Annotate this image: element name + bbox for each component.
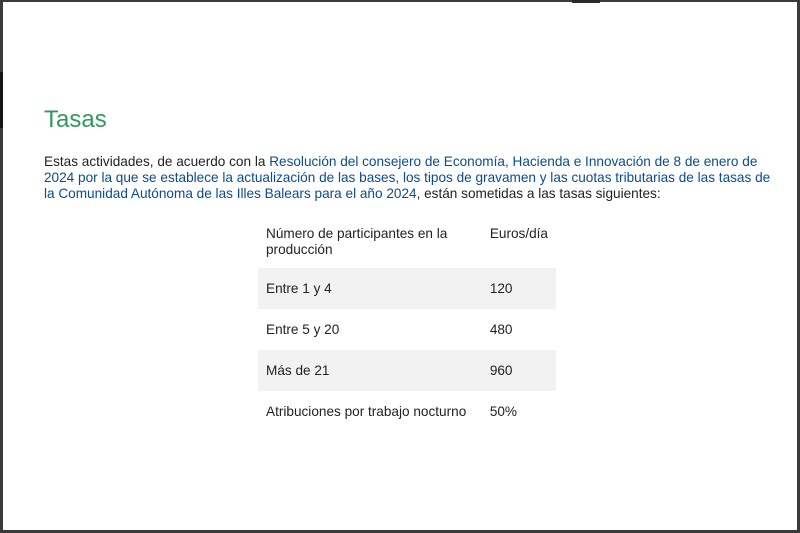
row-label: Entre 5 y 20 (266, 322, 340, 337)
resolution-link[interactable]: Resolución del consejero de Economía, Hacienda e Innovación de 8 de enero de 2024 por la que se establece la actualización de las bases, los tipos de gravamen y las cuotas tributarias de las tasas de la Comunidad Autónoma de las Illes Balears para el año 2024 (44, 154, 771, 201)
rates-table (258, 219, 556, 432)
main-content (44, 104, 772, 202)
table-row (258, 350, 556, 391)
header-euros-per-day: Euros/día (489, 226, 548, 241)
row-value: 480 (489, 322, 513, 337)
row-label: Entre 1 y 4 (266, 281, 332, 296)
table-header-row (258, 219, 556, 268)
intro-suffix: , están sometidas a las tasas siguientes: (416, 186, 661, 201)
section-title: Tasas (44, 106, 107, 133)
row-value: 50% (489, 404, 518, 419)
table-row (258, 309, 556, 350)
top-edge-marker (572, 0, 600, 3)
row-value: 120 (489, 281, 513, 296)
table-row (258, 268, 556, 309)
row-value: 960 (489, 363, 513, 378)
header-participants: Número de participantes en la producción (266, 226, 448, 257)
intro-prefix: Estas actividades, de acuerdo con la (44, 154, 270, 169)
row-label: Atribuciones por trabajo nocturno (266, 404, 467, 419)
table-row (258, 391, 556, 432)
row-label: Más de 21 (266, 363, 330, 378)
intro-paragraph (44, 154, 772, 202)
left-edge-marker (0, 72, 3, 128)
